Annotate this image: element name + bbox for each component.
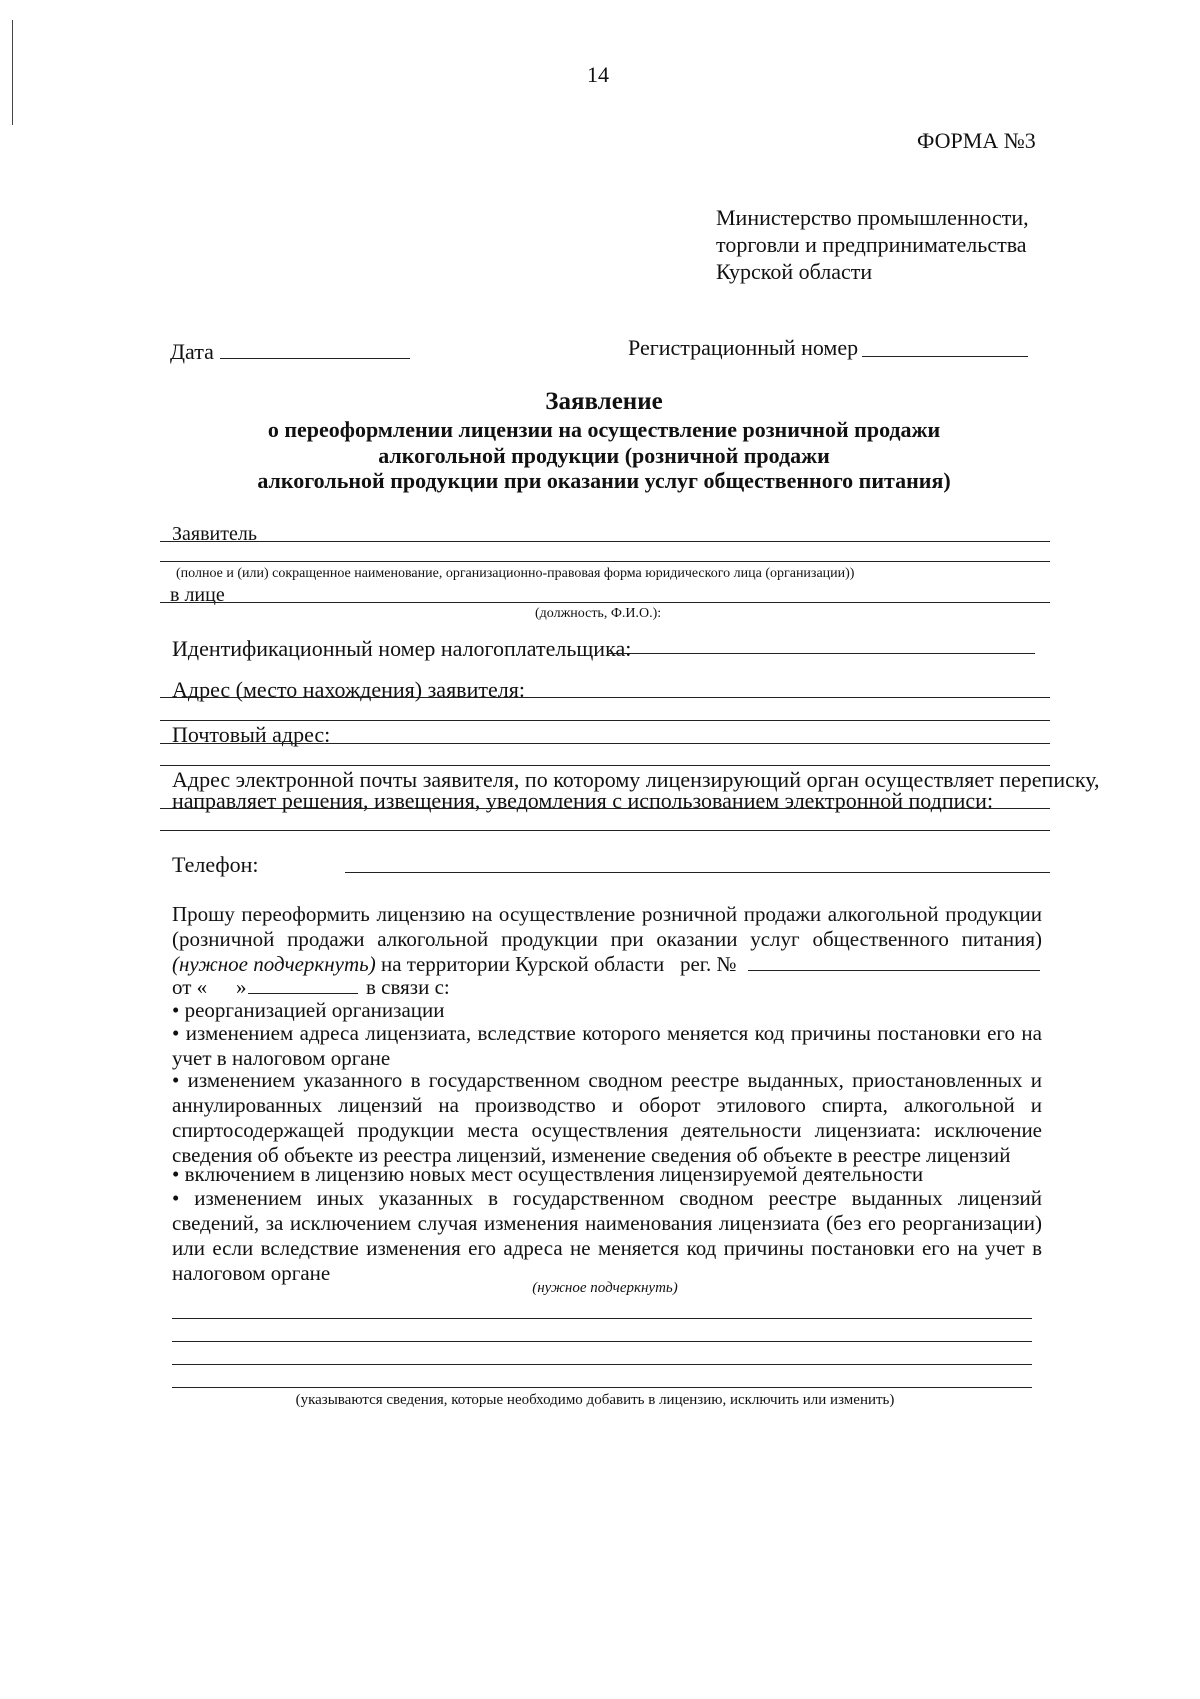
inn-field[interactable] [607,653,1035,654]
reason-item[interactable]: • изменением указанного в государственном сводном реестре выданных, приостановленных и аннулированных лицензий на производство и оборот этилового спирта, алкогольной и спиртосодержащей продукции места осуществления деятельности лицензиата: исключение сведения об объекте из реестра лицензий, изменение сведения об объекте в реестре лицензий [172,1068,1042,1167]
addressee-line-3: Курской области [716,259,873,284]
request-text [172,902,1042,977]
footer-hint: (указываются сведения, которые необходимо добавить в лицензию, исключить или изменить) [295,1392,895,1408]
reason-item[interactable]: • изменением адреса лицензиата, вследствие которого меняется код причины постановки его на учет в налоговом органе [172,1021,1042,1070]
scan-edge-line [12,20,13,125]
reg-no-label: рег. № [679,952,737,976]
applicant-field-line-2[interactable] [160,561,1050,562]
reg-number-field[interactable] [862,356,1028,357]
addressee-line-1: Министерство промышленности, [716,205,1029,230]
email-label-line-2: направляет решения, извещения, уведомления с использованием электронной подписи: [172,788,994,813]
email-field-line-1[interactable] [160,808,1050,809]
from-label: от « [172,975,208,999]
postal-field-line-2[interactable] [160,765,1050,766]
applicant-field-line-1[interactable] [160,541,1050,542]
postal-field-line-1[interactable] [160,743,1050,744]
applicant-label: Заявитель [172,523,257,545]
page-number: 14 [587,62,609,87]
date-label: Дата [170,339,214,364]
changes-field-line-1[interactable] [172,1318,1032,1319]
request-territory: на территории Курской области [380,952,665,976]
changes-field-line-3[interactable] [172,1364,1032,1365]
from-close-quote: » [236,975,247,999]
postal-label: Почтовый адрес: [172,722,331,747]
in-person-hint: (должность, Ф.И.О.): [535,606,662,621]
subtitle-line-3: алкогольной продукции при оказании услуг общественного питания) [257,468,951,493]
phone-label: Телефон: [172,852,259,877]
addressee-line-2: торговли и предпринимательства [716,232,1027,257]
request-note: (нужное подчеркнуть) [172,952,376,976]
in-connection-label: в связи с: [366,975,450,999]
reason-item[interactable]: • изменением иных указанных в государственном сводном реестре выданных лицензий сведений, за исключением случая изменения наименования лицензиата (без его реорганизации) или если вследствие изменения его адреса не меняется код причины постановки его на учет в налоговом органе [172,1186,1042,1285]
changes-field-line-2[interactable] [172,1341,1032,1342]
reason-item[interactable]: • включением в лицензию новых мест осуществления лицензируемой деятельности [172,1162,924,1186]
phone-field[interactable] [345,872,1050,873]
address-field-line-2[interactable] [160,720,1050,721]
address-label: Адрес (место нахождения) заявителя: [172,677,525,702]
changes-field-line-4[interactable] [172,1387,1032,1388]
address-field-line-1[interactable] [160,697,1050,698]
document-title: Заявление [545,388,663,415]
subtitle-line-1: о переоформлении лицензии на осуществление розничной продажи [267,417,941,442]
email-label-line-1: Адрес электронной почты заявителя, по которому лицензирующий орган осуществляет переписку, [172,767,1100,792]
in-person-label: в лице [170,584,225,606]
form-label: ФОРМА №3 [917,128,1036,153]
request-text-main: Прошу переоформить лицензию на осуществление розничной продажи алкогольной продукции (розничной продажи алкогольной продукции при оказании услуг общественного питания) [172,902,1042,951]
email-field-line-2[interactable] [160,830,1050,831]
from-date-field[interactable] [248,993,358,994]
inn-label: Идентификационный номер налогоплательщика: [172,636,632,661]
reason-item[interactable]: • реорганизацией организации [172,998,445,1022]
subtitle-line-2: алкогольной продукции (розничной продажи [378,443,830,468]
date-field[interactable] [220,358,410,359]
underline-note: (нужное подчеркнуть) [532,1280,678,1296]
applicant-hint: (полное и (или) сокращенное наименование, организационно-правовая форма юридического лица (организации)) [176,566,855,581]
reg-no-field[interactable] [748,970,1040,971]
reg-number-label: Регистрационный номер [628,335,859,360]
in-person-field[interactable] [160,602,1050,603]
